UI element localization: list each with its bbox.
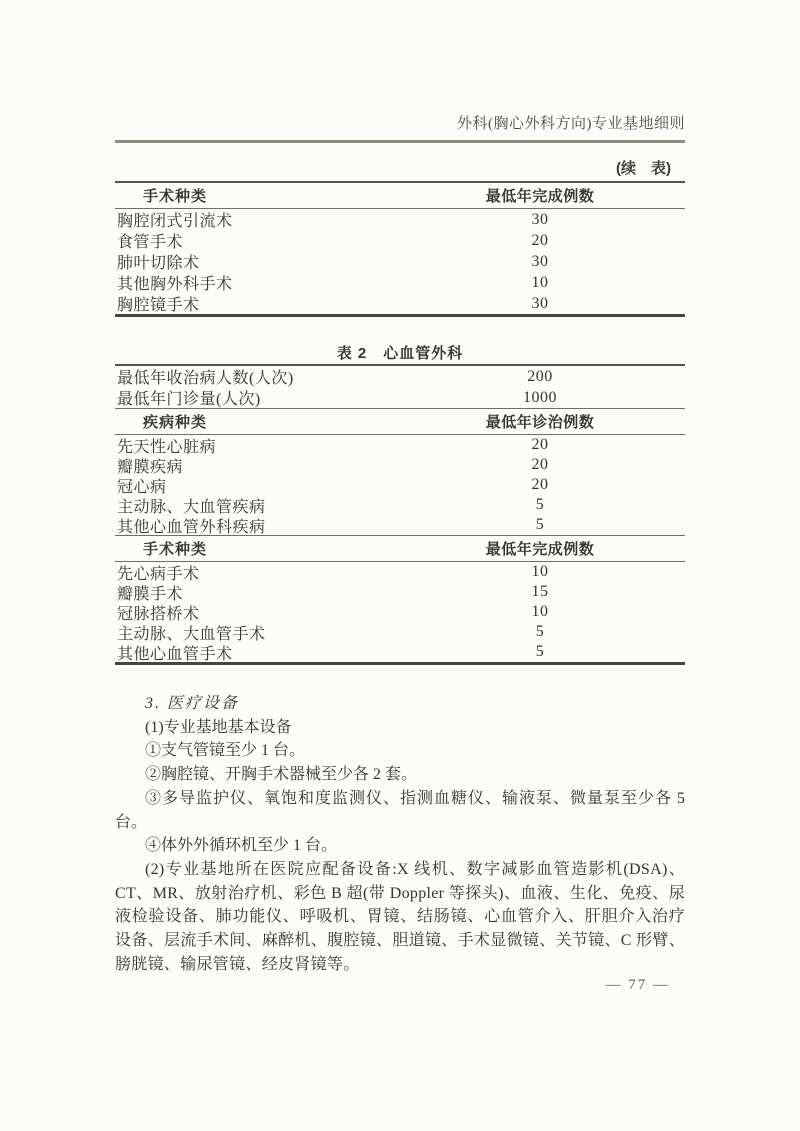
row-value: 5: [535, 623, 545, 640]
table-header-row: [115, 408, 685, 435]
table-row: [115, 209, 685, 230]
row-value: 30: [531, 294, 549, 312]
section-heading: 3. 医疗设备: [145, 695, 240, 712]
equipment-item: ②胸腔镜、开胸手术器械至少各 2 套。: [145, 766, 418, 784]
row-value: 20: [531, 476, 549, 493]
equipment-item: ④体外外循环机至少 1 台。: [145, 837, 338, 855]
row-label: 其他心血管手术: [117, 645, 233, 663]
row-label: 先天性心脏病: [117, 438, 217, 456]
paragraph-hospital-equipment: (2)专业基地所在医院应配备设备:X 线机、数字减影血管造影机(DSA)、CT、MR、放射治疗机、彩色 B 超(带 Doppler 等探头)、血液、生化、免疫、尿液检验设备、肺功能仪、呼吸机、胃镜、结肠镜、心血管介入、肝胆介入治疗设备、层流手术间、麻醉机、腹腔镜、胆道镜、手术显微镜、关节镜、C 形臂、膀胱镜、输尿管镜、经皮肾镜等。: [115, 860, 685, 973]
row-label: 先心病手术: [117, 565, 200, 583]
row-value: 15: [531, 583, 549, 600]
table-row: [115, 366, 685, 387]
row-label: 主动脉、大血管手术: [117, 625, 266, 643]
table-row: [115, 251, 685, 272]
row-label: 冠心病: [117, 478, 167, 496]
table-cardiovascular: [115, 364, 685, 665]
row-label: 瓣膜疾病: [117, 458, 184, 476]
row-label: 最低年收治病人数(人次): [117, 370, 294, 387]
table-surgery-continued: [115, 181, 685, 317]
row-label: 其他胸外科手术: [117, 276, 233, 293]
equipment-item: ③多导监护仪、氧饱和度监测仪、指测血糖仪、输液泵、微量泵至少各 5 台。: [115, 789, 685, 831]
equipment-item: ①支气管镜至少 1 台。: [145, 742, 306, 760]
row-label: 主动脉、大血管疾病: [117, 498, 266, 516]
row-value: 1000: [523, 388, 557, 406]
row-label: 食管手术: [117, 234, 184, 251]
row-value: 5: [535, 496, 545, 513]
row-label: 胸腔镜手术: [117, 297, 200, 314]
row-label: 胸腔闭式引流术: [117, 213, 233, 230]
table-row: [115, 495, 685, 515]
table-row: [115, 475, 685, 495]
table-header-row: [115, 183, 685, 209]
row-value: 200: [527, 367, 553, 385]
row-value: 30: [531, 210, 549, 228]
table-header-row: [115, 535, 685, 562]
row-label: 冠脉搭桥术: [117, 605, 200, 623]
column-header-min-cases: 最低年完成例数: [485, 541, 595, 558]
row-value: 20: [531, 436, 549, 453]
page-number: — 77 —: [605, 977, 670, 993]
row-value: 5: [535, 516, 545, 533]
table-row: [115, 435, 685, 455]
table-row: [115, 642, 685, 662]
table-row: [115, 230, 685, 251]
table-row: [115, 387, 685, 408]
table-row: [115, 582, 685, 602]
sub-heading: (1)专业基地基本设备: [145, 718, 292, 736]
body-text-section: [115, 692, 685, 976]
column-header-surgery-type: 手术种类: [143, 541, 208, 558]
table-row: [115, 293, 685, 314]
table-row: [115, 622, 685, 642]
row-value: 10: [531, 603, 549, 620]
column-header-surgery-type: 手术种类: [143, 188, 208, 205]
table-row: [115, 272, 685, 293]
row-value: 20: [531, 231, 549, 249]
running-head: 外科(胸心外科方向)专业基地细则: [115, 112, 685, 143]
table-continued-note: (续 表): [616, 160, 671, 177]
table-row: [115, 602, 685, 622]
row-value: 10: [531, 563, 549, 580]
row-value: 5: [535, 643, 545, 660]
column-header-min-treated: 最低年诊治例数: [485, 414, 595, 431]
column-header-min-cases: 最低年完成例数: [485, 188, 595, 205]
row-label: 其他心血管外科疾病: [117, 518, 266, 536]
row-value: 10: [531, 273, 549, 291]
table-row: [115, 562, 685, 582]
table-row: [115, 455, 685, 475]
row-label: 最低年门诊量(人次): [117, 391, 261, 408]
row-label: 瓣膜手术: [117, 585, 184, 603]
row-value: 20: [531, 456, 549, 473]
table-row: [115, 515, 685, 535]
row-label: 肺叶切除术: [117, 255, 200, 272]
column-header-disease-type: 疾病种类: [143, 414, 208, 431]
table2-title: 表 2 心血管外科: [336, 345, 464, 362]
row-value: 30: [531, 252, 549, 270]
